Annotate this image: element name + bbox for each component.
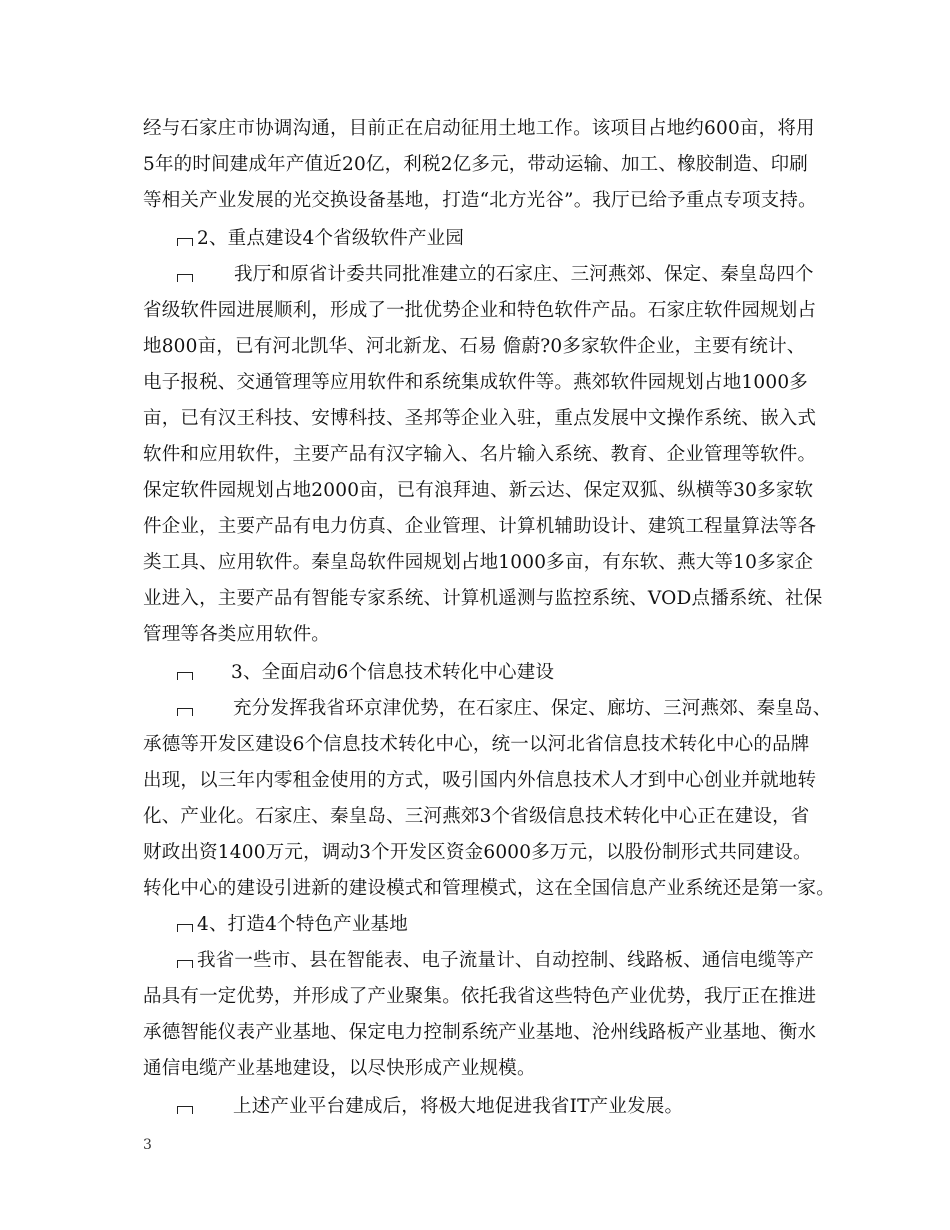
heading-text: 2、重点建设4个省级软件产业园 [197,228,465,249]
page-number: 3 [143,1137,152,1153]
heading-text: 4、打造4个特色产业基地 [197,914,408,935]
text-line [143,581,843,617]
text-line [143,111,843,147]
bracket-mark-icon [177,238,193,246]
text-line [143,871,843,907]
line-text: 转化中心的建设引进新的建设模式和管理模式，这在全国信息产业系统还是第一家。 [143,878,835,899]
line-text: 通信电缆产业基地建设，以尽快形成产业规模。 [143,1058,536,1079]
text-line [143,727,843,763]
line-text: 管理等各类应用软件。 [143,624,331,645]
line-text: 地800亩，已有河北凯华、河北新龙、石易 儋蔚?0多家软件企业，主要有统计、 [143,336,806,357]
heading-text: 3、全面启动6个信息技术转化中心建设 [231,662,555,683]
text-line [143,437,843,473]
line-text: 软件和应用软件，主要产品有汉字输入、名片输入系统、教育、企业管理等软件。 [143,444,817,465]
text-line [143,799,843,835]
line-text: 业进入，主要产品有智能专家系统、计算机遥测与监控系统、VOD点播系统、社保 [143,588,823,609]
line-text: 出现，以三年内零租金使用的方式，吸引国内外信息技术人才到中心创业并就地转 [143,770,817,791]
line-text: 等相关产业发展的光交换设备基地，打造“北方光谷”。我厅已给予重点专项支持。 [143,190,817,211]
bracket-mark-icon [177,672,193,680]
text-line [143,293,843,329]
line-text: 保定软件园规划占地2000亩，已有浪拜迪、新云达、保定双狐、纵横等30多家软 [143,480,814,501]
text-line [143,365,843,401]
bracket-mark-icon [177,708,193,716]
line-text: 5年的时间建成年产值近20亿，利税2亿多元，带动运输、加工、橡胶制造、印刷 [143,154,808,175]
text-line [143,835,843,871]
bracket-mark-icon [177,924,193,932]
bracket-mark-icon [177,960,193,968]
line-text: 我省一些市、县在智能表、电子流量计、自动控制、线路板、通信电缆等产 [197,950,815,971]
line-text: 件企业，主要产品有电力仿真、企业管理、计算机辅助设计、建筑工程量算法等各 [143,516,817,537]
line-text: 承德等开发区建设6个信息技术转化中心，统一以河北省信息技术转化中心的品牌 [143,734,810,755]
line-text: 电子报税、交通管理等应用软件和系统集成软件等。燕郊软件园规划占地1000多 [143,372,808,393]
line-text: 省级软件园进展顺利，形成了一批优势企业和特色软件产品。石家庄软件园规划占 [143,300,817,321]
line-text: 我厅和原省计委共同批准建立的石家庄、三河燕郊、保定、秦皇岛四个 [234,264,814,285]
text-line [143,1015,843,1051]
paragraph-first-line [177,691,877,727]
bracket-mark-icon [177,1106,193,1114]
bracket-mark-icon [177,274,193,282]
text-line [143,545,843,581]
line-text: 亩，已有汉王科技、安博科技、圣邦等企业入驻，重点发展中文操作系统、嵌入式 [143,408,817,429]
text-line [143,617,843,653]
line-text: 类工具、应用软件。秦皇岛软件园规划占地1000多亩，有东软、燕大等10多家企 [143,552,814,573]
line-text: 财政出资1400万元，调动3个开发区资金6000多万元，以股份制形式共同建设。 [143,842,812,863]
text-line [143,401,843,437]
text-line [143,1051,843,1087]
line-text: 充分发挥我省环京津优势，在石家庄、保定、廊坊、三河燕郊、秦皇岛、 [233,698,832,719]
line-text: 上述产业平台建成后，将极大地促进我省IT产业发展。 [233,1096,684,1117]
text-line [143,509,843,545]
line-text: 化、产业化。石家庄、秦皇岛、三河燕郊3个省级信息技术转化中心正在建设，省 [143,806,810,827]
text-line [143,147,843,183]
text-line [143,763,843,799]
paragraph-first-line [177,1089,877,1125]
line-text: 经与石家庄市协调沟通，目前正在启动征用土地工作。该项目占地约600亩，将用 [143,118,815,139]
text-line [143,979,843,1015]
text-line [143,473,843,509]
paragraph-first-line [177,943,877,979]
line-text: 品具有一定优势，并形成了产业聚集。依托我省这些特色产业优势，我厅正在推进 [143,986,817,1007]
section-heading [177,907,877,943]
paragraph-first-line [177,257,877,293]
text-line [143,329,843,365]
text-line [143,183,843,219]
section-heading [177,221,877,257]
line-text: 承德智能仪表产业基地、保定电力控制系统产业基地、沧州线路板产业基地、衡水 [143,1022,817,1043]
section-heading [177,655,877,691]
